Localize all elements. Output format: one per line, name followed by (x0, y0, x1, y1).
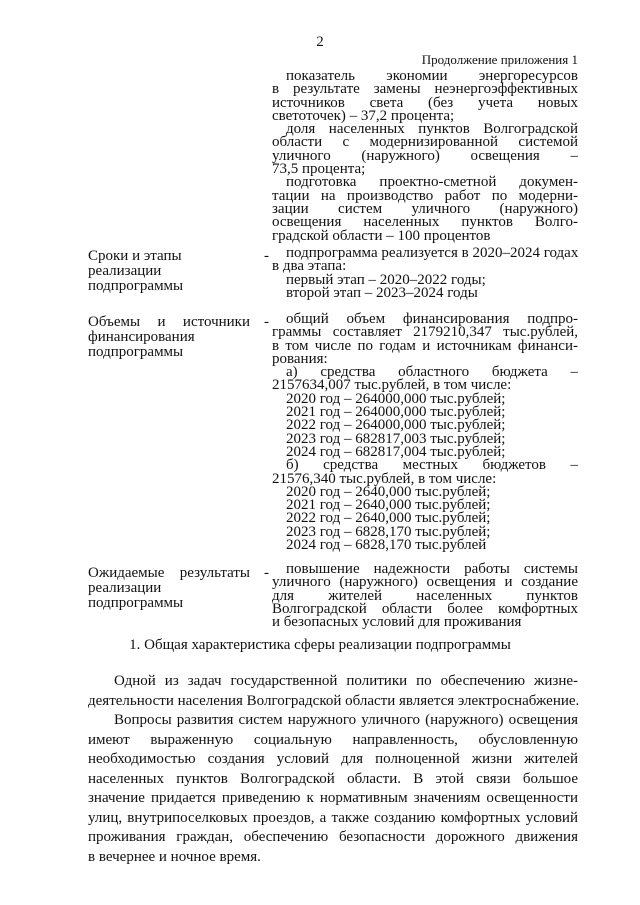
body-line: Вопросы развития систем наружного уличного (наружного) освещения (114, 712, 578, 728)
continuation-note: Продолжение приложения 1 (421, 52, 578, 67)
value-line: 2022 год – 2640,000 тыс.рублей; (286, 510, 491, 527)
value-line: первый этап – 2020–2022 годы; (286, 271, 486, 288)
value-line: в результате замены неэнергоэффективных (272, 81, 578, 98)
terms-label: Сроки и этапы реализации подпрограммы (88, 248, 184, 294)
value-line: 2021 год – 264000,000 тыс.рублей; (286, 404, 506, 421)
body-line: в вечернее и ночное время. (88, 848, 261, 865)
value-line: 2022 год – 264000,000 тыс.рублей; (286, 417, 506, 434)
value-line: доля населенных пунктов Волгоградской (286, 121, 578, 138)
value-line: 21576,340 тыс.рублей, в том числе: (272, 470, 497, 487)
body-line: значение придается приведению к нормативным значениям освещенности (88, 790, 578, 806)
results-label: Ожидаемые результаты реализации подпрограммы (88, 565, 250, 611)
value-line: в два этапа: (272, 258, 347, 275)
value-line: 2024 год – 682817,004 тыс.рублей; (286, 443, 506, 460)
value-line: повышение надежности работы системы (286, 561, 578, 577)
results-value (272, 563, 578, 629)
value-line: граммы составляет 2179210,347 тыс.рублей, (272, 324, 578, 341)
value-line: градской области – 100 процентов (272, 227, 491, 244)
value-line: 2021 год – 2640,000 тыс.рублей; (286, 497, 491, 514)
body-line: улиц, внутрипоселковых проездов, а также созданию комфортных условий (88, 809, 578, 826)
value-line: для жителей населенных пунктов (272, 587, 578, 604)
body-line: Одной из задач государственной политики по обеспечению жизне- (114, 673, 578, 689)
value-line: области с модернизированной системой (272, 134, 578, 151)
value-line: 2023 год – 682817,003 тыс.рублей; (286, 430, 506, 447)
value-line: источников света (без учета новых (272, 94, 578, 111)
value-line: тации на производство работ по модерни- (272, 187, 578, 204)
value-line: а) средства областного бюджета – (286, 364, 578, 381)
value-line: показатель экономии энергоресурсов (286, 68, 578, 84)
value-line: общий объем финансирования подпро- (286, 311, 578, 327)
value-line: в том числе по годам и источникам финанси- (272, 337, 578, 354)
body-line: деятельности населения Волгоградской области является электроснабжение. (88, 692, 580, 709)
value-line: светоточек) – 37,2 процента; (272, 107, 455, 124)
value-line: подготовка проектно-сметной докумен- (286, 174, 578, 191)
body-line: населенных пунктов Волгоградской области. В этой связи большое (88, 770, 578, 787)
value-line: зации систем уличного (наружного) (272, 200, 578, 217)
terms-value (272, 247, 578, 300)
value-line: 2020 год – 2640,000 тыс.рублей; (286, 483, 491, 500)
value-line: 2157634,007 тыс.рублей, в том числе: (272, 377, 512, 394)
targets-value (272, 70, 578, 243)
value-line: освещения населенных пунктов Волго- (272, 214, 578, 231)
section-body (88, 672, 578, 867)
value-line: уличного (наружного) освещения – (272, 147, 578, 164)
value-line: 73,5 процента; (272, 161, 366, 178)
value-line: и безопасных условий для проживания (272, 614, 522, 631)
value-line: 2023 год – 6828,170 тыс.рублей; (286, 523, 491, 540)
value-line: уличного (наружного) освещения и создание (272, 574, 578, 591)
body-line: необходимостью создания условий для полноценной жизни жителей (88, 751, 578, 767)
funding-value (272, 313, 578, 552)
value-line: б) средства местных бюджетов – (286, 457, 578, 474)
results-dash: - (264, 565, 269, 581)
terms-dash: - (264, 248, 269, 264)
section-title: 1. Общая характеристика сферы реализации подпрограммы (129, 637, 511, 653)
value-line: рования: (272, 350, 328, 367)
body-line: имеют выраженную социальную направленность, обусловленную (88, 731, 578, 748)
value-line: второй этап – 2023–2024 годы (286, 284, 478, 301)
value-line: подпрограмма реализуется в 2020–2024 годах (286, 245, 579, 261)
value-line: Волгоградской области более комфортных (272, 600, 578, 617)
body-line: проживания граждан, обеспечению безопасности дорожного движения (88, 829, 578, 845)
page-number: 2 (316, 34, 324, 50)
value-line: 2024 год – 6828,170 тыс.рублей (286, 537, 487, 554)
value-line: 2020 год – 264000,000 тыс.рублей; (286, 390, 506, 407)
funding-label: Объемы и источники финансирования подпрограммы (88, 314, 250, 360)
funding-dash: - (264, 314, 269, 330)
